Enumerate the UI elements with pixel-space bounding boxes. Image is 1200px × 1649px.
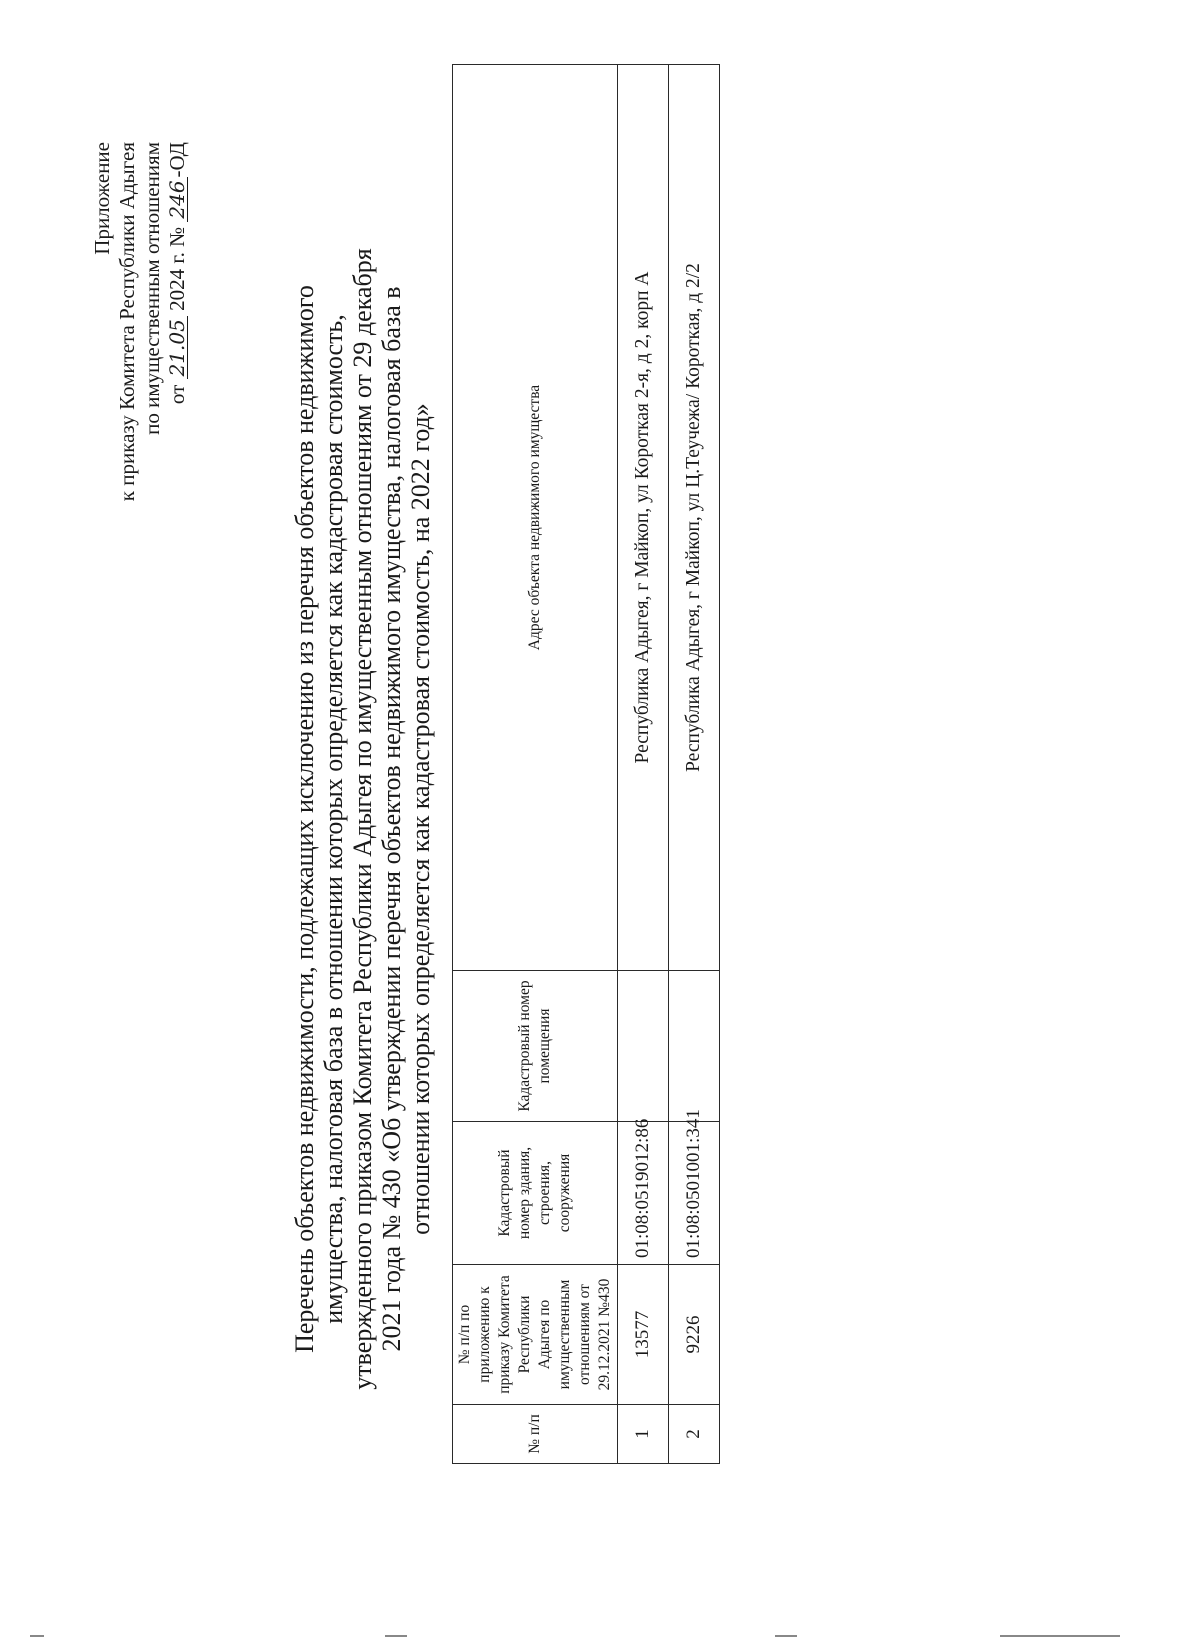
table-row	[669, 65, 720, 1464]
appendix-header	[90, 142, 190, 762]
table-header-row	[453, 65, 618, 1464]
scan-artifacts	[0, 1609, 1200, 1649]
handwritten-order-number: 246	[167, 177, 188, 221]
cell-cadastral-building: 01:08:0501001:341	[669, 1122, 720, 1265]
handwritten-date: 21.05	[167, 316, 188, 379]
order-suffix: -ОД	[165, 142, 189, 178]
appendix-line-4	[165, 142, 190, 762]
scan-dash	[1000, 1635, 1120, 1637]
scan-dash	[30, 1635, 44, 1637]
date-prefix: от	[165, 384, 189, 405]
table-row	[618, 65, 669, 1464]
header-num: № п/п	[453, 1405, 618, 1464]
cell-cadastral-building: 01:08:0519012:86	[618, 1122, 669, 1265]
header-address: Адрес объекта недвижимого имущества	[453, 65, 618, 971]
header-cadastral-building: Кадастровый номер здания, строения, сооружения	[453, 1122, 618, 1265]
cell-cadastral-room	[669, 971, 720, 1122]
cell-appendix-num: 9226	[669, 1265, 720, 1405]
cell-num: 1	[618, 1405, 669, 1464]
cell-address: Республика Адыгея, г Майкоп, ул Короткая 2-я, д 2, корп А	[618, 65, 669, 971]
cell-appendix-num: 13577	[618, 1265, 669, 1405]
cell-num: 2	[669, 1405, 720, 1464]
appendix-line-1: Приложение	[90, 142, 114, 255]
appendix-line-2: к приказу Комитета Республики Адыгея	[115, 142, 139, 502]
document-title: Перечень объектов недвижимости, подлежащих исключению из перечня объектов недвижимого имущества, налоговая база в отношении которых определяется как кадастровая стоимость, утвержденного приказом Комитета Республики Адыгея по имущественным отношениям от 29 декабря 2021 года № 430 «Об утверждении перечня объектов недвижимого имущества, налоговая база в отношении которых определяется как кадастровая стоимость, на 2022 год»	[290, 248, 435, 1390]
appendix-line-3: по имущественным отношениям	[140, 142, 164, 435]
cell-cadastral-room	[618, 971, 669, 1122]
order-year: 2024 г. №	[165, 226, 189, 311]
header-cadastral-room: Кадастровый номер помещения	[453, 971, 618, 1122]
scan-dash	[385, 1635, 407, 1637]
header-appendix-num: № п/п по приложению к приказу Комитета Республики Адыгея по имущественным отношениям от 29.12.2021 №430	[453, 1265, 618, 1405]
objects-table	[452, 64, 720, 1464]
scan-dash	[775, 1635, 797, 1637]
cell-address: Республика Адыгея, г Майкоп, ул Ц.Теучежа/ Короткая, д 2/2	[669, 65, 720, 971]
